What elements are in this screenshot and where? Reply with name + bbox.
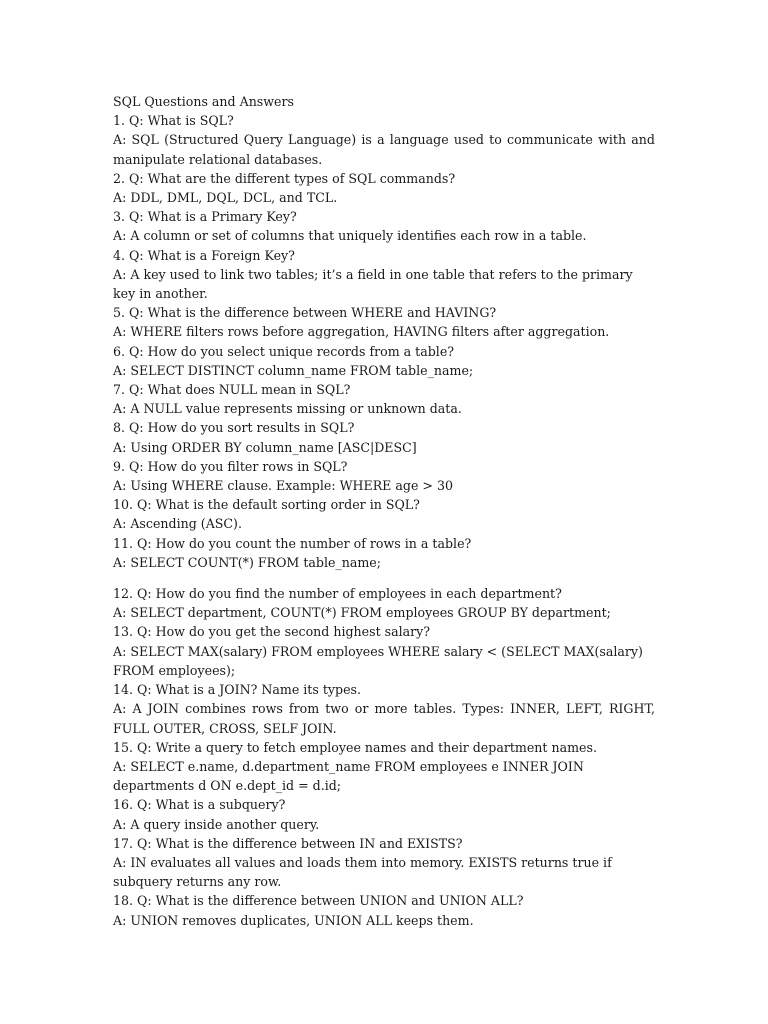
question-9: 9. Q: How do you filter rows in SQL?: [113, 458, 348, 474]
answer-10: A: Ascending (ASC).: [113, 516, 242, 532]
answer-18: A: UNION removes duplicates, UNION ALL keeps them.: [113, 912, 474, 928]
question-4: 4. Q: What is a Foreign Key?: [113, 247, 295, 263]
question-1: 1. Q: What is SQL?: [113, 113, 234, 129]
answer-2: A: DDL, DML, DQL, DCL, and TCL.: [113, 190, 338, 206]
answer-16: A: A query inside another query.: [113, 816, 320, 832]
question-6: 6. Q: How do you select unique records from a table?: [113, 343, 455, 359]
question-16: 16. Q: What is a subquery?: [113, 797, 286, 813]
question-2: 2. Q: What are the different types of SQL commands?: [113, 170, 456, 186]
qa-section-1: [113, 111, 655, 572]
paragraph-spacer: [113, 572, 655, 584]
question-10: 10. Q: What is the default sorting order in SQL?: [113, 497, 420, 513]
answer-1: A: SQL (Structured Query Language) is a language used to communicate with and manipulate relational databases.: [113, 132, 655, 167]
question-13: 13. Q: How do you get the second highest salary?: [113, 624, 431, 640]
question-17: 17. Q: What is the difference between IN and EXISTS?: [113, 835, 463, 851]
answer-8: A: Using ORDER BY column_name [ASC|DESC]: [113, 439, 417, 455]
answer-12: A: SELECT department, COUNT(*) FROM employees GROUP BY department;: [113, 605, 611, 621]
answer-7: A: A NULL value represents missing or unknown data.: [113, 401, 462, 417]
question-15: 15. Q: Write a query to fetch employee names and their department names.: [113, 739, 597, 755]
answer-14: A: A JOIN combines rows from two or more tables. Types: INNER, LEFT, RIGHT, FULL OUTER, CROSS, SELF JOIN.: [113, 701, 655, 736]
answer-6: A: SELECT DISTINCT column_name FROM table_name;: [113, 362, 474, 378]
answer-5: A: WHERE filters rows before aggregation, HAVING filters after aggregation.: [113, 324, 610, 340]
answer-13: A: SELECT MAX(salary) FROM employees WHERE salary < (SELECT MAX(salary) FROM employees);: [113, 643, 643, 678]
answer-3: A: A column or set of columns that uniquely identifies each row in a table.: [113, 228, 587, 244]
answer-11: A: SELECT COUNT(*) FROM table_name;: [113, 554, 381, 570]
question-12: 12. Q: How do you find the number of employees in each department?: [113, 586, 562, 602]
answer-15: A: SELECT e.name, d.department_name FROM employees e INNER JOIN departments d ON e.dept_id = d.id;: [113, 758, 584, 794]
question-14: 14. Q: What is a JOIN? Name its types.: [113, 682, 361, 698]
question-18: 18. Q: What is the difference between UNION and UNION ALL?: [113, 893, 524, 909]
document-page: [113, 92, 655, 930]
answer-9: A: Using WHERE clause. Example: WHERE age > 30: [113, 478, 453, 494]
question-5: 5. Q: What is the difference between WHERE and HAVING?: [113, 305, 497, 321]
question-8: 8. Q: How do you sort results in SQL?: [113, 420, 355, 436]
answer-17: A: IN evaluates all values and loads them into memory. EXISTS returns true if subquery returns any row.: [113, 854, 612, 890]
document-title: SQL Questions and Answers: [113, 94, 294, 109]
qa-section-2: [113, 584, 655, 930]
answer-4: A: A key used to link two tables; it’s a field in one table that refers to the primary key in another.: [113, 266, 633, 302]
question-3: 3. Q: What is a Primary Key?: [113, 209, 297, 225]
question-7: 7. Q: What does NULL mean in SQL?: [113, 382, 351, 398]
question-11: 11. Q: How do you count the number of rows in a table?: [113, 535, 472, 551]
